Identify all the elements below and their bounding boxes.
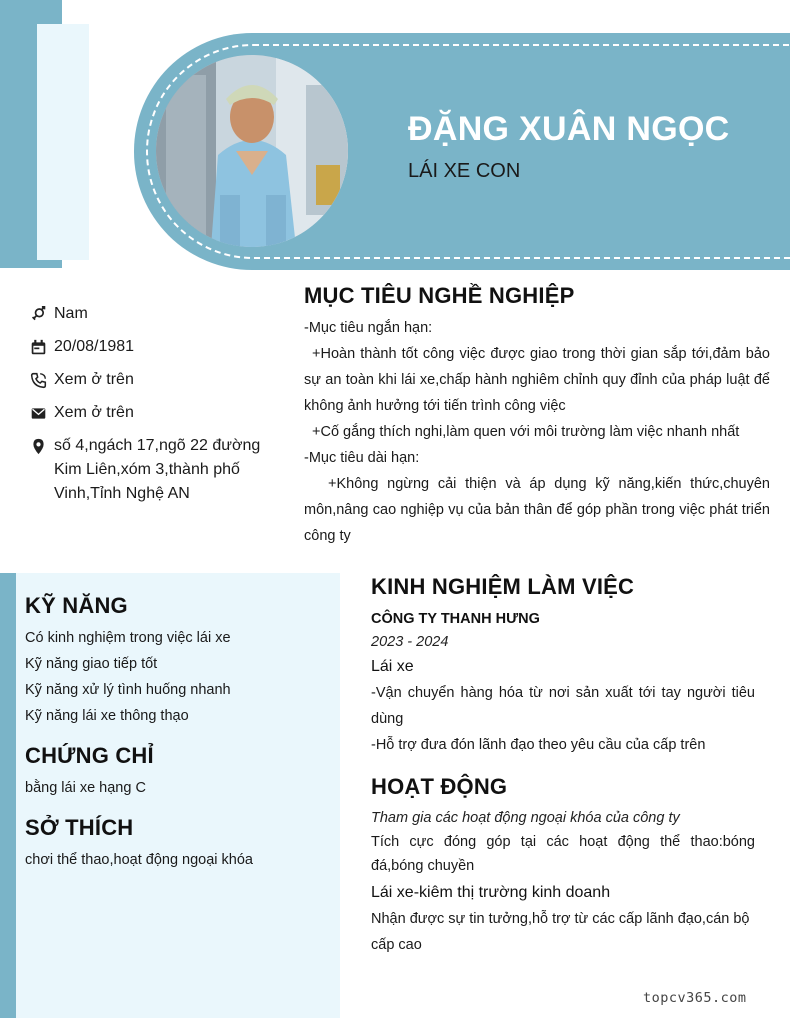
skill-item: Kỹ năng lái xe thông thạo (25, 708, 189, 724)
personal-info (28, 302, 288, 515)
skills-section (25, 593, 330, 729)
activities-title: HOẠT ĐỘNG (371, 774, 508, 799)
job-title: LÁI XE CON (408, 160, 521, 182)
phone-icon (28, 368, 48, 392)
hobbies-section (25, 815, 330, 873)
phone-value: Xem ở trên (54, 371, 134, 388)
email-value: Xem ở trên (54, 404, 134, 421)
skill-item: Kỹ năng xử lý tình huống nhanh (25, 682, 231, 698)
info-gender (28, 302, 288, 326)
left-column (16, 573, 340, 1018)
certificates-title: CHỨNG CHỈ (25, 743, 154, 768)
email-icon (28, 401, 48, 425)
activity-description: Tích cực đóng góp tại các hoạt động thể thao:bóng đá,bóng chuyền (371, 834, 755, 874)
experience-title: KINH NGHIỆM LÀM VIỆC (371, 574, 635, 599)
left-accent-bar (0, 573, 16, 1018)
experience-section (371, 574, 755, 758)
calendar-icon (28, 335, 48, 359)
activity-org: Tham gia các hoạt động ngoại khóa của công ty (371, 810, 680, 826)
gender-icon (28, 302, 48, 326)
gender-value: Nam (54, 305, 88, 322)
experience-detail: -Vận chuyển hàng hóa từ nơi sản xuất tới tay người tiêu dùng (371, 685, 755, 727)
objective-line: +Hoàn thành tốt công việc được giao trong thời gian sắp tới,đảm bảo sự an toàn khi lái xe,chấp hành nghiêm chỉnh quy đỉnh của pháp luật để không ảnh hưởng tới tiến trình công việc (304, 346, 770, 414)
experience-detail: -Hỗ trợ đưa đón lãnh đạo theo yêu cầu của cấp trên (371, 737, 706, 753)
activities-section (371, 774, 755, 958)
info-birthdate (28, 335, 288, 359)
info-phone (28, 368, 288, 392)
hobby-item: chơi thể thao,hoạt động ngoại khóa (25, 852, 253, 868)
address-value: số 4,ngách 17,ngõ 22 đường Kim Liên,xóm 3,thành phố Vinh,Tỉnh Nghệ AN (54, 437, 261, 502)
birthdate-value: 20/08/1981 (54, 338, 135, 355)
career-objective-title: MỤC TIÊU NGHỀ NGHIỆP (304, 283, 575, 308)
objective-line: +Cố gắng thích nghi,làm quen với môi trường làm việc nhanh nhất (312, 424, 740, 440)
profile-photo (156, 55, 348, 247)
objective-line: -Mục tiêu dài hạn: (304, 450, 420, 466)
certificates-section (25, 743, 330, 801)
decorative-panel (37, 24, 89, 260)
activity-role: Lái xe-kiêm thị trường kinh doanh (371, 884, 611, 901)
info-email (28, 401, 288, 425)
skills-title: KỸ NĂNG (25, 593, 128, 618)
certificate-item: bằng lái xe hạng C (25, 780, 146, 796)
work-role: Lái xe (371, 658, 414, 675)
objective-line: -Mục tiêu ngắn hạn: (304, 320, 433, 336)
hobbies-title: SỞ THÍCH (25, 815, 134, 840)
objective-line: +Không ngừng cải thiện và áp dụng kỹ năng,kiến thức,chuyên môn,nâng cao nghiệp vụ của bản thân để góp phần trong việc phát triển công ty (304, 476, 770, 544)
location-icon (28, 434, 48, 458)
skill-item: Kỹ năng giao tiếp tốt (25, 656, 158, 672)
info-address (28, 434, 288, 506)
watermark: topcv365.com (643, 990, 747, 1006)
work-period: 2023 - 2024 (371, 634, 449, 650)
career-objective-section (304, 283, 770, 549)
candidate-name: ĐẶNG XUÂN NGỌC (408, 110, 730, 148)
company-name: CÔNG TY THANH HƯNG (371, 611, 540, 627)
right-column (371, 574, 755, 958)
skill-item: Có kinh nghiệm trong việc lái xe (25, 630, 231, 646)
activity-description: Nhận được sự tin tưởng,hỗ trợ từ các cấp lãnh đạo,cán bộ cấp cao (371, 911, 750, 953)
profile-photo-illustration (156, 55, 348, 247)
